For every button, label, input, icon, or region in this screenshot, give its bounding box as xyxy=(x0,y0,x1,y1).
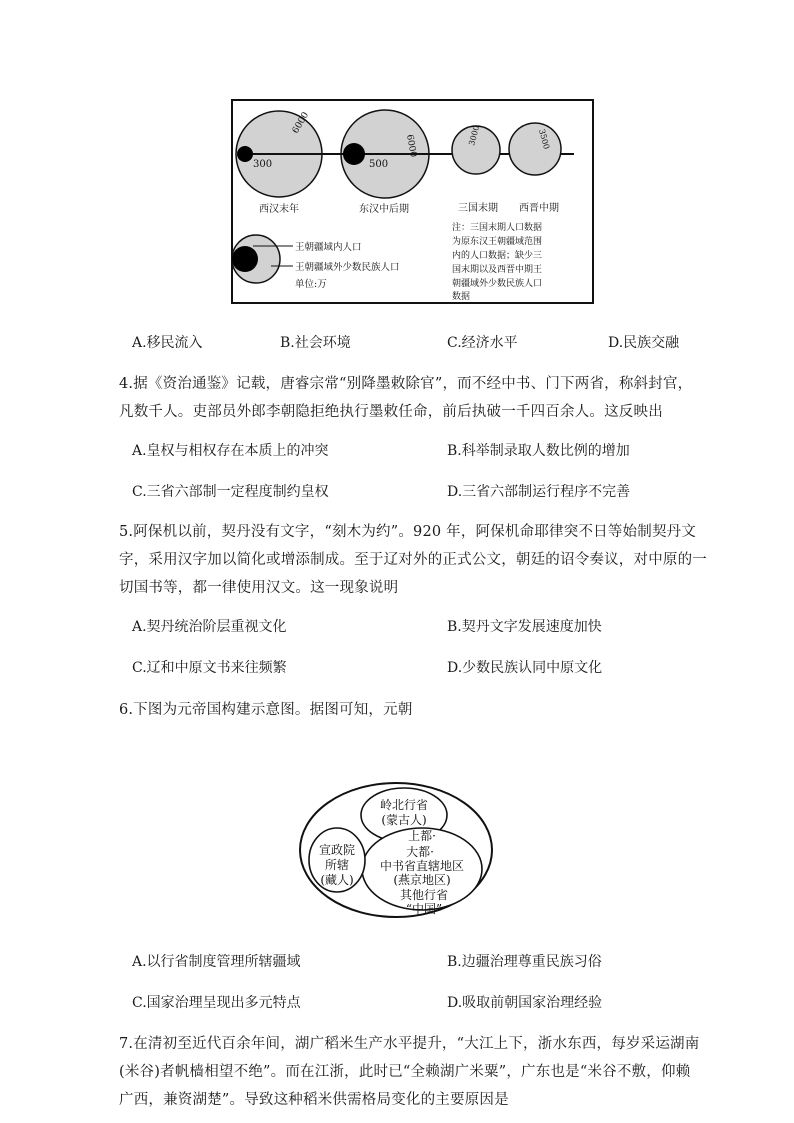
q4-stem-line: 4.据《资治通鉴》记载，唐睿宗常“别降墨敕除官”，而不经中书、门下两省，称斜封官， xyxy=(119,376,693,392)
q6-option-b[interactable]: B.边疆治理尊重民族习俗 xyxy=(447,954,602,970)
note-line: 数据 xyxy=(452,292,471,302)
q4-option-d[interactable]: D.三省六部制运行程序不完善 xyxy=(447,484,631,500)
q6-option-a[interactable]: A.以行省制度管理所辖疆域 xyxy=(132,954,301,970)
q5-option-c[interactable]: C.辽和中原文书来往频繁 xyxy=(132,660,287,676)
caption-xijin: 西晋中期 xyxy=(519,203,559,214)
zhongshu-label: 中书省直辖地区 xyxy=(379,859,465,873)
inner-value-xihan: 300 xyxy=(253,159,273,170)
q4-stem-line: 凡数千人。吏部员外郎李朝隐拒绝执行墨敕任命，前后执破一千四百余人。这反映出 xyxy=(119,404,663,420)
note-line: 国末期以及西晋中期王 xyxy=(452,265,543,275)
q3-option-c[interactable]: C.经济水平 xyxy=(447,335,518,351)
q5-stem-line: 切国书等，都一律使用汉文。这一现象说明 xyxy=(119,580,399,596)
other-provinces-label: 其他行省 xyxy=(399,888,449,902)
q5-option-d[interactable]: D.少数民族认同中原文化 xyxy=(447,660,603,676)
q7-stem-line: 广西，兼资湖楚”。导致这种稻米供需格局变化的主要原因是 xyxy=(119,1092,509,1108)
q6-option-c[interactable]: C.国家治理呈现出多元特点 xyxy=(132,995,301,1011)
q5-option-a[interactable]: A.契丹统治阶层重视文化 xyxy=(132,619,287,635)
q5-stem-line: 5.阿保机以前，契丹没有文字，“刻木为约”。920 年，阿保机命耶律突不日等始制契丹文 xyxy=(119,524,697,540)
dadu-label: 大都· xyxy=(406,845,434,859)
xuanzheng-sub: 所辖 xyxy=(324,858,350,872)
lingbei-label: 岭北行省 xyxy=(379,798,429,812)
legend-inner-dot xyxy=(232,246,258,272)
caption-donghan: 东汉中后期 xyxy=(359,204,409,215)
yuan-empire-diagram xyxy=(298,781,494,919)
population-figure xyxy=(231,99,594,304)
q6-option-d[interactable]: D.吸取前朝国家治理经验 xyxy=(447,995,603,1011)
q6-stem: 6.下图为元帝国构建示意图。据图可知，元朝 xyxy=(119,702,413,718)
q4-option-c[interactable]: C.三省六部制一定程度制约皇权 xyxy=(132,484,329,500)
caption-sanguo: 三国末期 xyxy=(458,203,498,214)
q7-stem-line: 7.在清初至近代百余年间，湖广稻米生产水平提升，“大江上下，浙水东西，每岁采运湖南 xyxy=(119,1036,700,1052)
q4-option-a[interactable]: A.皇权与相权存在本质上的冲突 xyxy=(132,443,329,459)
q3-option-d[interactable]: D.民族交融 xyxy=(608,335,680,351)
outer-value-xijin: 3500 xyxy=(537,128,552,151)
inner-dot-donghan xyxy=(343,143,365,165)
legend-unit: 单位:万 xyxy=(295,279,327,290)
q5-stem-line: 字，采用汉字加以简化或增添制成。至于辽对外的正式公文，朝廷的诏令奏议，对中原的一 xyxy=(119,552,707,568)
inner-dot-xihan xyxy=(237,146,253,162)
inner-value-donghan: 500 xyxy=(369,159,389,170)
note-line: 内的人口数据；缺少三 xyxy=(452,251,543,261)
outer-value-xihan: 6000 xyxy=(290,110,312,136)
legend-outer-label: 王朝疆域外少数民族人口 xyxy=(295,262,400,273)
legend-inner-label: 王朝疆域内人口 xyxy=(295,242,362,253)
outer-value-donghan: 6000 xyxy=(404,133,418,159)
note-line: 注：三国末期人口数据 xyxy=(452,223,543,233)
outer-value-sanguo: 3000 xyxy=(467,124,482,147)
q4-option-b[interactable]: B.科举制录取人数比例的增加 xyxy=(447,443,630,459)
shangdu-label: 上都· xyxy=(408,829,436,843)
q3-option-a[interactable]: A.移民流入 xyxy=(132,335,203,351)
xuanzheng-label: 宣政院 xyxy=(318,843,356,857)
circle-xijin xyxy=(509,123,561,175)
q5-option-b[interactable]: B.契丹文字发展速度加快 xyxy=(447,619,602,635)
note-line: 为原东汉王朝疆域范围 xyxy=(452,237,543,247)
caption-xihan: 西汉末年 xyxy=(259,204,299,215)
q3-option-b[interactable]: B.社会环境 xyxy=(280,335,351,351)
yanjing-label: (燕京地区) xyxy=(393,873,451,887)
china-label: “中国” xyxy=(405,902,443,916)
note-line: 朝疆域外少数民族人口 xyxy=(452,279,543,289)
lingbei-people: (蒙古人) xyxy=(381,813,427,827)
q7-stem-line: (米谷)者帆樯相望不绝”。而在江浙，此时已“全赖湖广米粟”，广东也是“米谷不敷，仰赖 xyxy=(119,1064,691,1080)
xuanzheng-people: (藏人) xyxy=(320,873,354,887)
